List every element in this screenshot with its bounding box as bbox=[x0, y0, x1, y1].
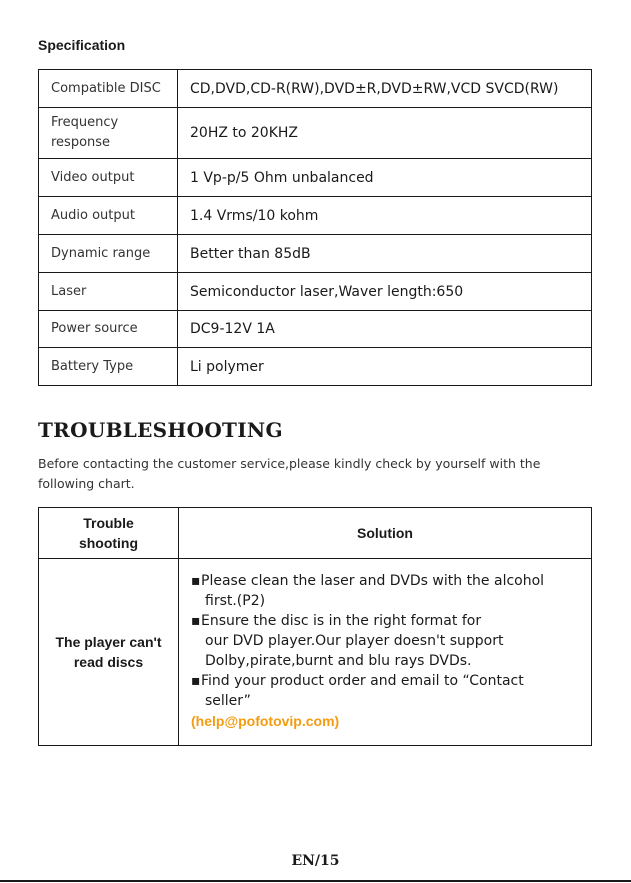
spec-value: Li polymer bbox=[178, 348, 592, 386]
troubleshooting-intro: Before contacting the customer service,please kindly check by yourself with the following chart. bbox=[38, 456, 541, 491]
spec-row bbox=[39, 159, 592, 197]
footer-divider bbox=[0, 880, 631, 882]
spec-row bbox=[39, 273, 592, 311]
specification-heading: Specification bbox=[38, 37, 126, 53]
spec-row bbox=[39, 197, 592, 235]
spec-key: Compatible DISC bbox=[39, 70, 178, 108]
spec-value: CD,DVD,CD-R(RW),DVD±R,DVD±RW,VCD SVCD(RW) bbox=[178, 70, 592, 108]
table-header-row bbox=[39, 508, 592, 559]
spec-value: 20HZ to 20KHZ bbox=[178, 108, 592, 159]
solution-item: ▪Please clean the laser and DVDs with the alcohol first.(P2) bbox=[191, 573, 545, 609]
solution-list bbox=[179, 559, 592, 746]
page-number: EN/15 bbox=[291, 853, 340, 869]
spec-row bbox=[39, 235, 592, 273]
spec-key: Battery Type bbox=[39, 348, 178, 386]
spec-row bbox=[39, 348, 592, 386]
spec-value: Semiconductor laser,Waver length:650 bbox=[178, 273, 592, 311]
problem-description: The player can't read discs bbox=[39, 559, 179, 746]
table-row bbox=[39, 559, 592, 746]
spec-key: Dynamic range bbox=[39, 235, 178, 273]
spec-value: 1.4 Vrms/10 kohm bbox=[178, 197, 592, 235]
spec-value: DC9-12V 1A bbox=[178, 311, 592, 348]
troubleshooting-title: TROUBLESHOOTING bbox=[38, 418, 283, 442]
troubleshooting-table bbox=[38, 507, 592, 746]
header-trouble: Trouble shooting bbox=[39, 508, 179, 559]
spec-value: 1 Vp-p/5 Ohm unbalanced bbox=[178, 159, 592, 197]
specification-table bbox=[38, 69, 592, 386]
solution-item: ▪Find your product order and email to “Contact seller” bbox=[191, 673, 524, 709]
spec-key: Frequency response bbox=[39, 108, 178, 159]
bullet-icon: ▪ bbox=[191, 613, 201, 629]
spec-key: Audio output bbox=[39, 197, 178, 235]
bullet-icon: ▪ bbox=[191, 573, 201, 589]
header-solution: Solution bbox=[179, 508, 592, 559]
solution-item: ▪Ensure the disc is in the right format for our DVD player.Our player doesn't support Dolby,pirate,burnt and blu rays DVDs. bbox=[191, 613, 504, 669]
support-email: (help@pofotovip.com) bbox=[191, 713, 340, 729]
spec-key: Power source bbox=[39, 311, 178, 348]
bullet-icon: ▪ bbox=[191, 673, 201, 689]
spec-row bbox=[39, 70, 592, 108]
spec-key: Video output bbox=[39, 159, 178, 197]
spec-row bbox=[39, 108, 592, 159]
spec-value: Better than 85dB bbox=[178, 235, 592, 273]
spec-key: Laser bbox=[39, 273, 178, 311]
spec-row bbox=[39, 311, 592, 348]
